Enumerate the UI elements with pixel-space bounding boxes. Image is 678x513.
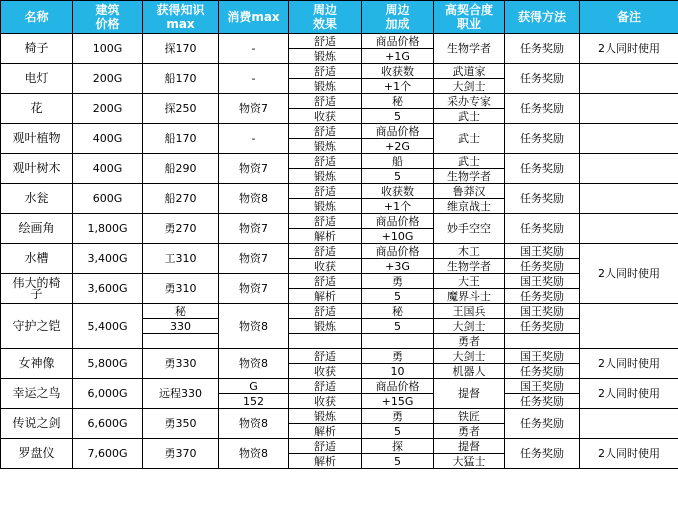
item-knowledge: 秘: [143, 304, 219, 319]
item-effect: 收获: [289, 109, 362, 124]
item-effect: 舒适: [289, 64, 362, 79]
item-bonus: 探: [362, 439, 434, 454]
item-effect: 舒适: [289, 34, 362, 49]
item-knowledge: 探250: [143, 94, 219, 124]
item-method: 国王奖励: [505, 274, 580, 289]
item-consume: -: [219, 34, 289, 64]
table-row: [1, 379, 678, 394]
item-name: 女神像: [1, 349, 73, 379]
item-consume: 物资8: [219, 409, 289, 439]
item-effect: 舒适: [289, 349, 362, 364]
item-name: 椅子: [1, 34, 73, 64]
item-note: [580, 124, 678, 154]
item-bonus: 勇: [362, 274, 434, 289]
item-job: 勇者: [434, 334, 505, 349]
item-knowledge: 勇330: [143, 349, 219, 379]
item-effect: 锻炼: [289, 409, 362, 424]
item-name: 花: [1, 94, 73, 124]
item-job: 鲁莽汉: [434, 184, 505, 199]
item-job: 机器人: [434, 364, 505, 379]
item-cost: 200G: [73, 94, 143, 124]
item-consume: 物资7: [219, 154, 289, 184]
header-row: [1, 1, 678, 34]
header-bonus: 周边 加成: [362, 1, 434, 34]
item-effect: 锻炼: [289, 139, 362, 154]
item-consume: 物资7: [219, 244, 289, 274]
table-row: [1, 409, 678, 424]
item-consume: 物资8: [219, 184, 289, 214]
item-bonus: +1G: [362, 49, 434, 64]
item-effect: 舒适: [289, 124, 362, 139]
item-consume: 物资8: [219, 439, 289, 469]
header-effect: 周边 效果: [289, 1, 362, 34]
item-job: 采办专家: [434, 94, 505, 109]
item-name: 幸运之鸟: [1, 379, 73, 409]
item-bonus: 商品价格: [362, 124, 434, 139]
item-job: 武士: [434, 154, 505, 169]
item-method: 国王奖励: [505, 349, 580, 364]
item-effect: 舒适: [289, 154, 362, 169]
item-knowledge: 勇310: [143, 274, 219, 304]
item-job: 妙手空空: [434, 214, 505, 244]
item-knowledge: 远程330: [143, 379, 219, 409]
item-method: 任务奖励: [505, 94, 580, 124]
item-effect: 舒适: [289, 304, 362, 319]
item-method: 任务奖励: [505, 124, 580, 154]
item-name: 电灯: [1, 64, 73, 94]
item-consume: -: [219, 64, 289, 94]
item-knowledge: 船170: [143, 124, 219, 154]
item-consume: 物资7: [219, 274, 289, 304]
item-consume: 152: [219, 394, 289, 409]
table-row: [1, 349, 678, 364]
item-job: 魔界斗士: [434, 289, 505, 304]
item-cost: 7,600G: [73, 439, 143, 469]
item-method: 任务奖励: [505, 319, 580, 334]
item-effect: 收获: [289, 394, 362, 409]
table-row: [1, 184, 678, 199]
item-cost: 400G: [73, 124, 143, 154]
item-method: 任务奖励: [505, 364, 580, 379]
item-job: 勇者: [434, 424, 505, 439]
item-knowledge: 探170: [143, 34, 219, 64]
item-note: [580, 214, 678, 244]
header-method: 获得方法: [505, 1, 580, 34]
item-consume: 物资7: [219, 214, 289, 244]
item-cost: 400G: [73, 154, 143, 184]
header-cost: 建筑 价格: [73, 1, 143, 34]
item-note: [580, 94, 678, 124]
table-row: [1, 94, 678, 109]
item-knowledge: 330: [143, 319, 219, 334]
item-method: 任务奖励: [505, 154, 580, 184]
item-effect: 锻炼: [289, 49, 362, 64]
table-row: [1, 214, 678, 229]
item-name: 守护之铠: [1, 304, 73, 349]
item-name: 罗盘仪: [1, 439, 73, 469]
item-job: 武士: [434, 124, 505, 154]
item-consume: 物资8: [219, 304, 289, 349]
item-method: 任务奖励: [505, 214, 580, 244]
item-job: 王国兵: [434, 304, 505, 319]
item-effect: 舒适: [289, 244, 362, 259]
item-method: 国王奖励: [505, 379, 580, 394]
item-bonus: 5: [362, 319, 434, 334]
item-bonus: 5: [362, 424, 434, 439]
item-bonus: 收获数: [362, 184, 434, 199]
table-row: [1, 274, 678, 289]
item-note: 2人同时使用: [580, 379, 678, 409]
item-knowledge: [143, 334, 219, 349]
item-note: [580, 154, 678, 184]
item-note: 2人同时使用: [580, 244, 678, 304]
item-cost: 200G: [73, 64, 143, 94]
item-bonus: 商品价格: [362, 34, 434, 49]
header-consume: 消费max: [219, 1, 289, 34]
item-job: 维京战士: [434, 199, 505, 214]
item-consume: 物资8: [219, 349, 289, 379]
item-note: [580, 304, 678, 349]
item-knowledge: 船170: [143, 64, 219, 94]
item-bonus: +15G: [362, 394, 434, 409]
item-bonus: [362, 334, 434, 349]
item-cost: 1,800G: [73, 214, 143, 244]
item-name: 水瓮: [1, 184, 73, 214]
item-knowledge: 勇350: [143, 409, 219, 439]
item-method: 任务奖励: [505, 64, 580, 94]
item-effect: 收获: [289, 259, 362, 274]
item-job: 提督: [434, 379, 505, 409]
item-effect: 解析: [289, 229, 362, 244]
item-effect: 舒适: [289, 94, 362, 109]
item-name: 伟大的椅 子: [1, 274, 73, 304]
item-job: 大王: [434, 274, 505, 289]
item-note: [580, 64, 678, 94]
item-method: 任务奖励: [505, 409, 580, 439]
item-method: 国王奖励: [505, 244, 580, 259]
item-bonus: 10: [362, 364, 434, 379]
item-bonus: +1个: [362, 199, 434, 214]
item-knowledge: 船270: [143, 184, 219, 214]
item-consume: 物资7: [219, 94, 289, 124]
item-bonus: 5: [362, 289, 434, 304]
table-row: [1, 439, 678, 454]
item-note: [580, 184, 678, 214]
item-job: 大猛士: [434, 454, 505, 469]
item-effect: [289, 334, 362, 349]
item-bonus: +2G: [362, 139, 434, 154]
table-row: [1, 124, 678, 139]
item-bonus: 商品价格: [362, 214, 434, 229]
item-job: 木工: [434, 244, 505, 259]
item-cost: 600G: [73, 184, 143, 214]
item-effect: 解析: [289, 424, 362, 439]
item-method: 任务奖励: [505, 34, 580, 64]
item-name: 水槽: [1, 244, 73, 274]
item-effect: 舒适: [289, 214, 362, 229]
table-row: [1, 244, 678, 259]
item-effect: 锻炼: [289, 319, 362, 334]
item-consume: -: [219, 124, 289, 154]
item-cost: 6,000G: [73, 379, 143, 409]
item-effect: 舒适: [289, 379, 362, 394]
item-job: 生物学者: [434, 34, 505, 64]
item-method: [505, 334, 580, 349]
item-bonus: 5: [362, 109, 434, 124]
item-job: 武士: [434, 109, 505, 124]
item-knowledge: 工310: [143, 244, 219, 274]
item-bonus: 5: [362, 169, 434, 184]
table-row: [1, 154, 678, 169]
item-effect: 收获: [289, 364, 362, 379]
item-job: 铁匠: [434, 409, 505, 424]
item-method: 任务奖励: [505, 439, 580, 469]
item-name: 观叶树木: [1, 154, 73, 184]
item-bonus: 秘: [362, 304, 434, 319]
item-knowledge: 勇270: [143, 214, 219, 244]
item-effect: 锻炼: [289, 79, 362, 94]
item-bonus: 秘: [362, 94, 434, 109]
item-job: 大剑士: [434, 349, 505, 364]
item-cost: 5,800G: [73, 349, 143, 379]
item-method: 任务奖励: [505, 259, 580, 274]
item-bonus: 5: [362, 454, 434, 469]
item-bonus: 船: [362, 154, 434, 169]
item-name: 传说之剑: [1, 409, 73, 439]
item-job: 大剑士: [434, 319, 505, 334]
item-job: 生物学者: [434, 169, 505, 184]
item-job: 提督: [434, 439, 505, 454]
item-note: 2人同时使用: [580, 34, 678, 64]
item-effect: 舒适: [289, 439, 362, 454]
item-cost: 6,600G: [73, 409, 143, 439]
item-bonus: +3G: [362, 259, 434, 274]
item-method: 国王奖励: [505, 304, 580, 319]
item-job: 大剑士: [434, 79, 505, 94]
item-note: [580, 409, 678, 439]
item-bonus: 勇: [362, 409, 434, 424]
item-name: 绘画角: [1, 214, 73, 244]
header-knowledge: 获得知识 max: [143, 1, 219, 34]
header-name: 名称: [1, 1, 73, 34]
item-cost: 3,400G: [73, 244, 143, 274]
item-cost: 100G: [73, 34, 143, 64]
item-effect: 锻炼: [289, 169, 362, 184]
item-bonus: +10G: [362, 229, 434, 244]
item-name: 观叶植物: [1, 124, 73, 154]
table-row: [1, 34, 678, 49]
item-method: 任务奖励: [505, 394, 580, 409]
item-effect: 解析: [289, 454, 362, 469]
item-cost: 3,600G: [73, 274, 143, 304]
item-knowledge: 勇370: [143, 439, 219, 469]
header-note: 备注: [580, 1, 678, 34]
item-bonus: 商品价格: [362, 244, 434, 259]
item-cost: 5,400G: [73, 304, 143, 349]
item-job: 武道家: [434, 64, 505, 79]
item-effect: 锻炼: [289, 199, 362, 214]
item-effect: 解析: [289, 289, 362, 304]
item-effect: 舒适: [289, 274, 362, 289]
table-row: [1, 304, 678, 319]
item-bonus: 商品价格: [362, 379, 434, 394]
header-job: 高契合度 职业: [434, 1, 505, 34]
item-effect: 舒适: [289, 184, 362, 199]
item-note: 2人同时使用: [580, 439, 678, 469]
item-bonus: 勇: [362, 349, 434, 364]
item-knowledge: 船290: [143, 154, 219, 184]
item-job: 生物学者: [434, 259, 505, 274]
item-method: 任务奖励: [505, 289, 580, 304]
item-bonus: +1个: [362, 79, 434, 94]
item-consume: G: [219, 379, 289, 394]
item-note: 2人同时使用: [580, 349, 678, 379]
item-method: 任务奖励: [505, 184, 580, 214]
item-bonus: 收获数: [362, 64, 434, 79]
table-row: [1, 64, 678, 79]
